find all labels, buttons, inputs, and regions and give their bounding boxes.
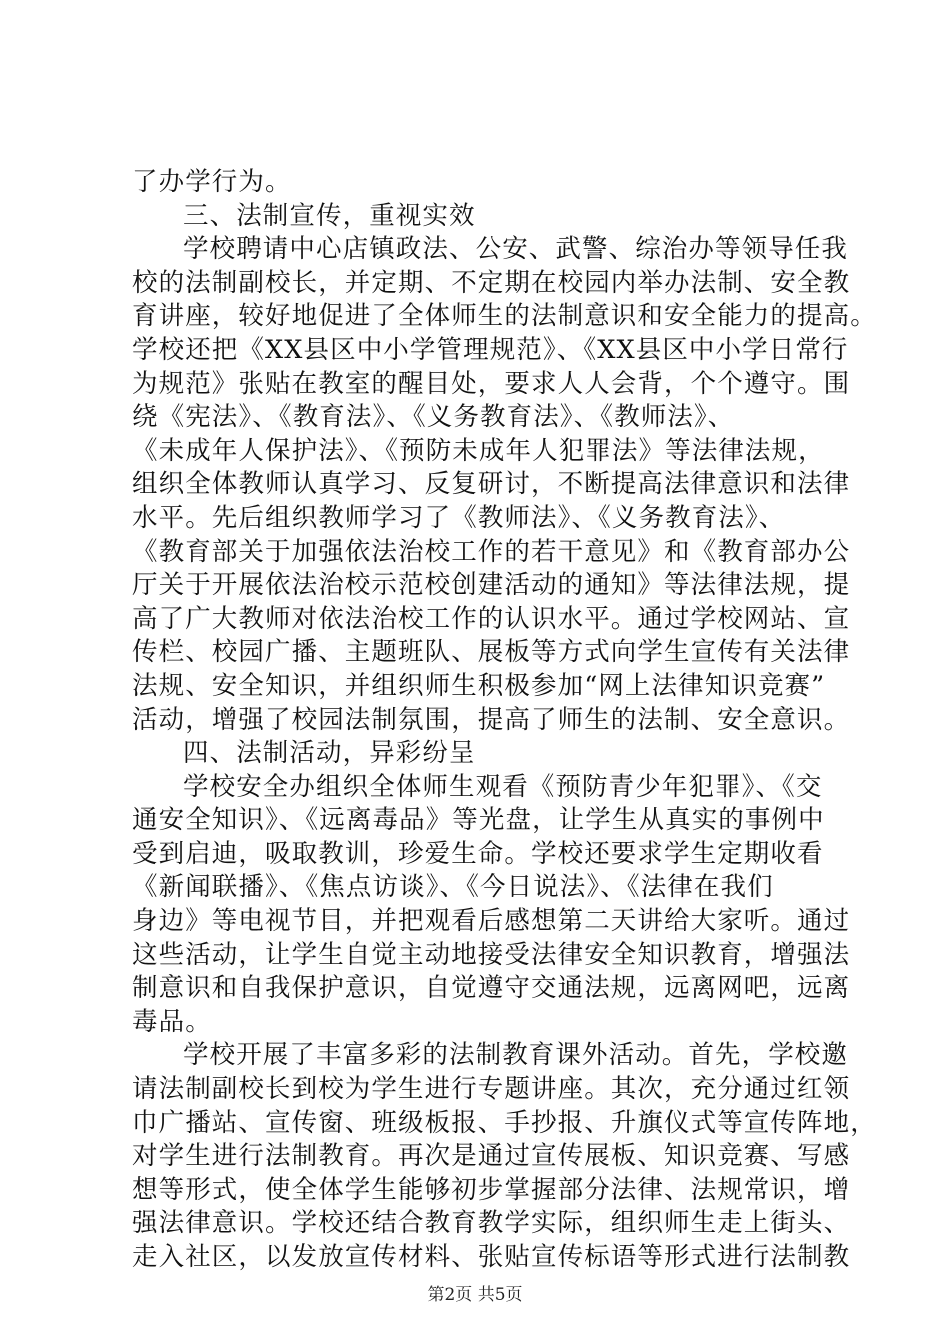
text-line: 高了广大教师对依法治校工作的认识水平。通过学校网站、宣 xyxy=(132,603,851,634)
paragraph-start: 学校开展了丰富多彩的法制教育课外活动。首先，学校邀 xyxy=(183,1040,849,1071)
text-line: 巾广播站、宣传窗、班级板报、手抄报、升旗仪式等宣传阵地， xyxy=(132,1107,877,1138)
page-number-footer: 第2页 共5页 xyxy=(427,1285,523,1305)
text-line: 了办学行为。 xyxy=(132,167,292,197)
text-line: 强法律意识。学校还结合教育教学实际，组织师生走上街头、 xyxy=(132,1208,851,1239)
text-line: 请法制副校长到校为学生进行专题讲座。其次，充分通过红领 xyxy=(132,1074,851,1105)
text-line: 水平。先后组织教师学习了《教师法》、《义务教育法》、 xyxy=(132,502,786,533)
text-line: 《新闻联播》、《焦点访谈》、《今日说法》、《法律在我们 xyxy=(132,872,774,903)
document-body xyxy=(132,166,877,1275)
paragraph-start: 学校安全办组织全体师生观看《预防青少年犯罪》、《交 xyxy=(183,771,823,802)
text-line: 身边》等电视节目，并把观看后感想第二天讲给大家听。通过 xyxy=(132,906,851,937)
text-line: 受到启迪，吸取教训，珍爱生命。学校还要求学生定期收看 xyxy=(132,838,824,869)
text-line: 厅关于开展依法治校示范校创建活动的通知》等法律法规，提 xyxy=(132,570,851,601)
text-line: 传栏、校园广播、主题班队、展板等方式向学生宣传有关法律 xyxy=(132,637,851,668)
text-line: 《未成年人保护法》、《预防未成年人犯罪法》等法律法规， xyxy=(132,435,825,466)
text-line: 《教育部关于加强依法治校工作的若干意见》和《教育部办公 xyxy=(132,536,851,567)
text-line: 制意识和自我保护意识，自觉遵守交通法规，远离网吧，远离 xyxy=(132,973,851,1004)
text-line: 想等形式，使全体学生能够初步掌握部分法律、法规常识，增 xyxy=(132,1174,851,1205)
text-line: 育讲座，较好地促进了全体师生的法制意识和安全能力的提高。 xyxy=(132,301,877,332)
text-line: 通安全知识》、《远离毒品》等光盘，让学生从真实的事例中 xyxy=(132,805,825,836)
text-line: 这些活动，让学生自觉主动地接受法律安全知识教育，增强法 xyxy=(132,939,851,970)
paragraph-start: 学校聘请中心店镇政法、公安、武警、综治办等领导任我 xyxy=(183,234,849,265)
text-line: 毒品。 xyxy=(132,1006,212,1037)
text-line: 对学生进行法制教育。再次是通过宣传展板、知识竞赛、写感 xyxy=(132,1141,851,1172)
section-heading-4: 四、法制活动，异彩纷呈 xyxy=(183,738,476,769)
text-line: 法规、安全知识，并组织师生积极参加“网上法律知识竞赛” xyxy=(132,670,826,701)
text-line: 活动，增强了校园法制氛围，提高了师生的法制、安全意识。 xyxy=(132,704,851,735)
text-line: 为规范》张贴在教室的醒目处，要求人人会背，个个遵守。围 xyxy=(132,368,851,399)
section-heading-3: 三、法制宣传，重视实效 xyxy=(183,200,476,231)
text-line: 走入社区，以发放宣传材料、张贴宣传标语等形式进行法制教 xyxy=(132,1242,851,1272)
text-line: 学校还把《XX县区中小学管理规范》、《XX县区中小学日常行 xyxy=(132,334,849,365)
text-line: 绕《宪法》、《教育法》、《义务教育法》、《教师法》、 xyxy=(132,402,735,433)
text-line: 校的法制副校长，并定期、不定期在校园内举办法制、安全教 xyxy=(132,267,851,298)
text-line: 组织全体教师认真学习、反复研讨，不断提高法律意识和法律 xyxy=(132,469,851,500)
